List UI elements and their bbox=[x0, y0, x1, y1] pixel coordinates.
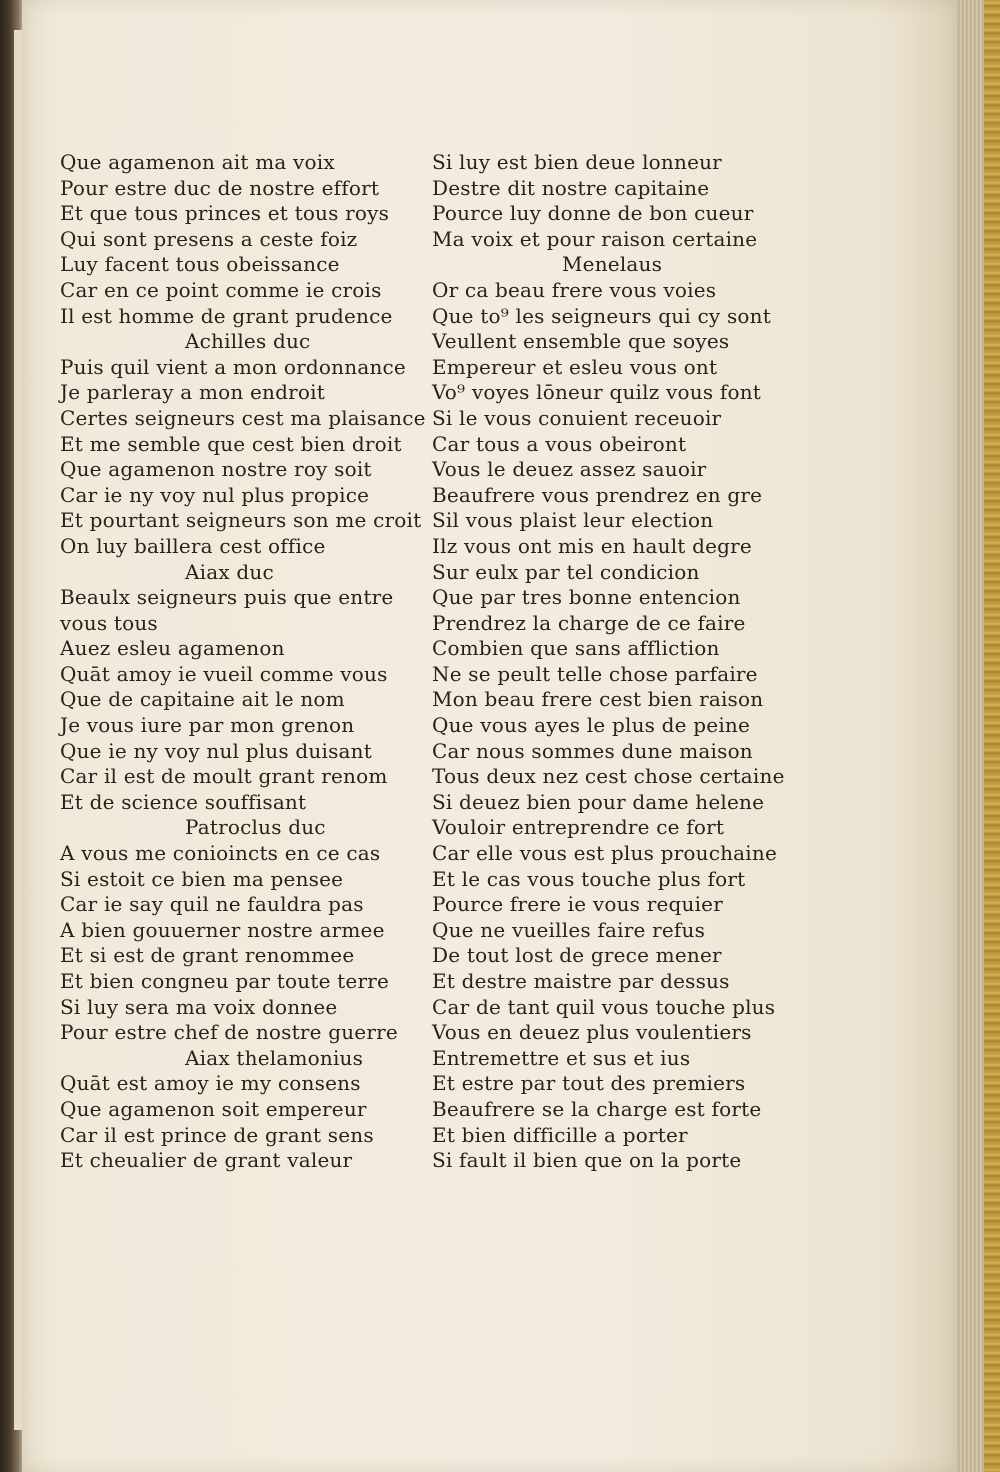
verse-line: De tout lost de grece mener bbox=[432, 943, 722, 968]
verse-line: Que ne vueilles faire refus bbox=[432, 917, 706, 942]
verse-line: Que to⁹ les seigneurs qui cy sont bbox=[432, 303, 771, 328]
verse-line: Car ie say quil ne fauldra pas bbox=[60, 892, 364, 917]
verse-line: Et bien difficille a porter bbox=[432, 1122, 688, 1147]
verse-line: Et le cas vous touche plus fort bbox=[432, 866, 746, 891]
verse-line: Vous le deuez assez sauoir bbox=[432, 457, 707, 482]
verse-line: Que agamenon ait ma voix bbox=[60, 150, 335, 174]
verse-line: Car il est prince de grant sens bbox=[60, 1122, 374, 1147]
verse-line: Tous deux nez cest chose certaine bbox=[432, 764, 785, 789]
verse-line: vous tous bbox=[60, 610, 158, 635]
verse-line: Car en ce point comme ie crois bbox=[60, 277, 382, 302]
verse-line: Si luy est bien deue lonneur bbox=[432, 150, 722, 174]
speaker-heading: Patroclus duc bbox=[185, 815, 326, 840]
verse-line: Empereur et esleu vous ont bbox=[432, 354, 718, 379]
verse-line: Si luy sera ma voix donnee bbox=[60, 994, 338, 1019]
verse-line: Et de science souffisant bbox=[60, 789, 307, 814]
verse-line: Car tous a vous obeiront bbox=[432, 431, 687, 456]
verse-line: Et destre maistre par dessus bbox=[432, 969, 730, 993]
verse-line: Car elle vous est plus prouchaine bbox=[432, 841, 778, 866]
verse-line: Si le vous conuient receuoir bbox=[432, 405, 722, 430]
verse-line: Auez esleu agamenon bbox=[60, 636, 285, 661]
verse-line: Beaufrere vous prendrez en gre bbox=[432, 482, 763, 507]
verse-line: Et bien congneu par toute terre bbox=[60, 969, 390, 993]
verse-line: Sur eulx par tel condicion bbox=[432, 559, 700, 584]
verse-line: Car il est de moult grant renom bbox=[60, 764, 388, 789]
verse-line: Puis quil vient a mon ordonnance bbox=[60, 354, 406, 379]
verse-line: Et que tous princes et tous roys bbox=[60, 201, 390, 226]
verse-line: Si fault il bien que on la porte bbox=[432, 1148, 742, 1173]
verse-line: Certes seigneurs cest ma plaisance bbox=[60, 405, 426, 430]
verse-line: Vous en deuez plus voulentiers bbox=[432, 1020, 752, 1045]
verse-line: Ma voix et pour raison certaine bbox=[432, 226, 758, 251]
verse-line: Et si est de grant renommee bbox=[60, 943, 355, 968]
verse-line: Pour estre duc de nostre effort bbox=[60, 175, 380, 200]
verse-line: Si estoit ce bien ma pensee bbox=[60, 866, 344, 891]
verse-line: Pour estre chef de nostre guerre bbox=[60, 1020, 398, 1045]
verse-line: Et estre par tout des premiers bbox=[432, 1071, 746, 1096]
speaker-heading: Aiax duc bbox=[185, 559, 274, 584]
verse-line: Car ie ny voy nul plus propice bbox=[60, 482, 370, 507]
verse-line: Mon beau frere cest bien raison bbox=[432, 687, 764, 712]
speaker-heading: Menelaus bbox=[562, 252, 663, 277]
verse-line: Quāt amoy ie vueil comme vous bbox=[60, 661, 388, 686]
verse-line: Ne se peult telle chose parfaire bbox=[432, 661, 758, 686]
verse-line: Pource frere ie vous requier bbox=[432, 892, 723, 917]
verse-line: Car de tant quil vous touche plus bbox=[432, 994, 776, 1019]
verse-line: Sil vous plaist leur election bbox=[432, 508, 714, 533]
gilt-edge bbox=[984, 0, 1000, 1472]
verse-line: Que agamenon nostre roy soit bbox=[60, 457, 372, 482]
verse-line: Prendrez la charge de ce faire bbox=[432, 610, 746, 635]
verse-line: Que vous ayes le plus de peine bbox=[432, 713, 751, 738]
verse-line: A vous me conioincts en ce cas bbox=[60, 841, 381, 866]
verse-line: Pource luy donne de bon cueur bbox=[432, 201, 754, 226]
verse-line: Je vous iure par mon grenon bbox=[60, 713, 355, 738]
verse-line: Il est homme de grant prudence bbox=[60, 303, 393, 328]
verse-line: Destre dit nostre capitaine bbox=[432, 175, 710, 200]
verse-line: Que de capitaine ait le nom bbox=[60, 687, 345, 712]
verse-line: Combien que sans affliction bbox=[432, 636, 720, 661]
verse-line: Si deuez bien pour dame helene bbox=[432, 789, 765, 814]
verse-line: Beaulx seigneurs puis que entre bbox=[60, 585, 394, 610]
verse-line: Et pourtant seigneurs son me croit bbox=[60, 508, 422, 533]
verse-line: On luy baillera cest office bbox=[60, 533, 326, 558]
verse-line: A bien gouuerner nostre armee bbox=[60, 917, 385, 942]
verse-line: Vo⁹ voyes lōneur quilz vous font bbox=[432, 380, 762, 405]
left-text-column bbox=[60, 150, 440, 1174]
verse-line: Et cheualier de grant valeur bbox=[60, 1148, 353, 1173]
verse-line: Qui sont presens a ceste foiz bbox=[60, 226, 358, 251]
verse-line: Or ca beau frere vous voies bbox=[432, 277, 717, 302]
verse-line: Et me semble que cest bien droit bbox=[60, 431, 402, 456]
verse-line: Que par tres bonne entencion bbox=[432, 585, 741, 610]
speaker-heading: Achilles duc bbox=[185, 329, 311, 354]
verse-line: Beaufrere se la charge est forte bbox=[432, 1096, 762, 1121]
verse-line: Ilz vous ont mis en hault degre bbox=[432, 533, 752, 558]
verse-line: Veullent ensemble que soyes bbox=[432, 329, 730, 354]
right-text-column bbox=[432, 150, 812, 1174]
verse-line: Vouloir entreprendre ce fort bbox=[432, 815, 725, 840]
speaker-heading: Aiax thelamonius bbox=[185, 1045, 364, 1070]
verse-line: Que agamenon soit empereur bbox=[60, 1096, 367, 1121]
verse-line: Que ie ny voy nul plus duisant bbox=[60, 738, 372, 763]
verse-line: Car nous sommes dune maison bbox=[432, 738, 753, 763]
verse-line: Entremettre et sus et ius bbox=[432, 1045, 691, 1070]
verse-line: Quāt est amoy ie my consens bbox=[60, 1071, 361, 1096]
verse-line: Luy facent tous obeissance bbox=[60, 252, 340, 277]
verse-line: Je parleray a mon endroit bbox=[60, 380, 325, 405]
